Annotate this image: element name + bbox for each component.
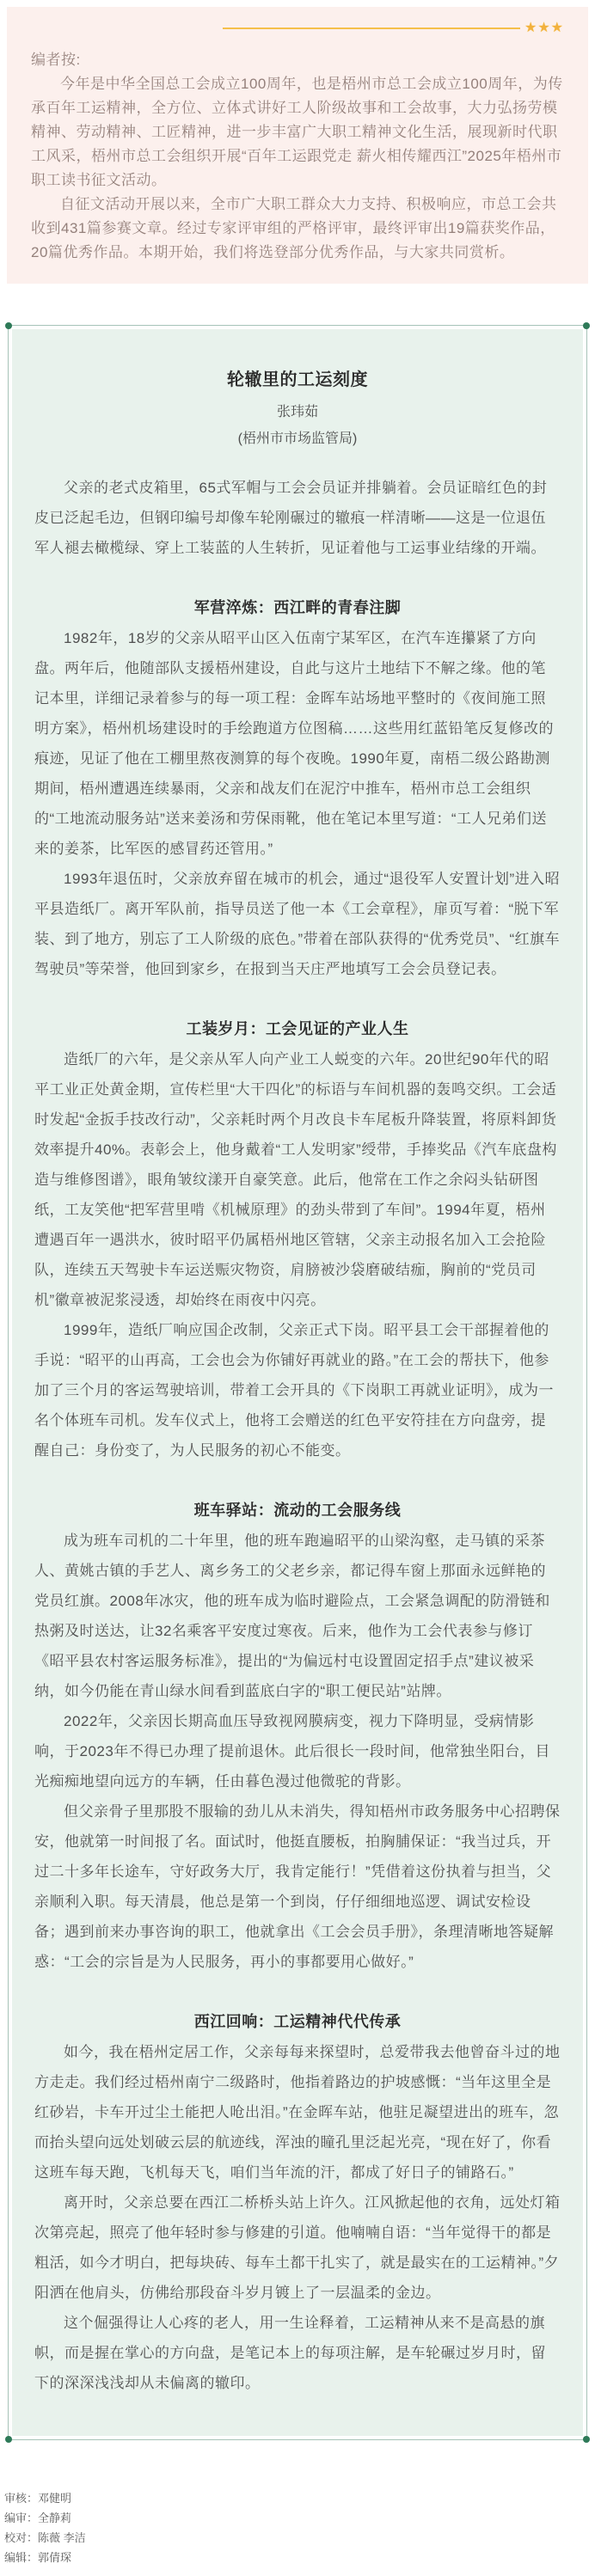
section-heading-3: 班车驿站：流动的工会服务线 bbox=[193, 1502, 402, 1519]
article-paragraph: 1993年退伍时，父亲放弃留在城市的机会，通过“退役军人安置计划”进入昭平县造纸厂。离开军队前，指导员送了他一本《工会章程》，扉页写着：“脱下军装、到了地方，别忘了工人阶级的底色。”带着在部队获得的“优秀党员”、“红旗车驾驶员”等荣誉，他回到家乡，在报到当天庄严地填写工会会员登记表。 bbox=[34, 871, 561, 977]
article-panel bbox=[12, 329, 583, 2436]
article-paragraph: 2022年，父亲因长期高血压导致视网膜病变，视力下降明显，受病情影响，于2023年不得已办理了提前退休。此后很长一段时间，他常独坐阳台，目光痴痴地望向远方的车辆，任由暮色漫过他微驼的背影。 bbox=[34, 1713, 550, 1790]
accent-line bbox=[223, 28, 520, 29]
section-heading-4: 西江回响：工运精神代代传承 bbox=[193, 2013, 402, 2030]
credit-line-proofreaders: 校对：陈薇 李洁 bbox=[4, 2531, 86, 2544]
credit-line-editor: 编辑：郭倩琛 bbox=[4, 2551, 72, 2564]
article-frame bbox=[8, 325, 587, 2440]
article-paragraph: 成为班车司机的二十年里，他的班车跑遍昭平的山梁沟壑，走马镇的采茶人、黄姚古镇的手艺人、离乡务工的父老乡亲，都记得车窗上那面永远鲜艳的党员红旗。2008年冰灾，他的班车成为临时避险点，工会紧急调配的防滑链和热粥及时送达，让32名乘客平安度过寒夜。后来，他作为工会代表参与修订《昭平县农村客运服务标准》，提出的“为偏远村屯设置固定招手点”建议被采纳，如今仍能在青山绿水间看到蓝底白字的“职工便民站”站牌。 bbox=[34, 1533, 550, 1699]
credits bbox=[4, 2488, 595, 2567]
article-author: 张玮茹 bbox=[276, 405, 318, 419]
article-paragraph: 1999年，造纸厂响应国企改制，父亲正式下岗。昭平县工会干部握着他的手说：“昭平的山再高，工会也会为你铺好再就业的路。”在工会的帮扶下，他参加了三个月的客运驾驶培训，带着工会开具的《下岗职工再就业证明》，成为一名个体班车司机。发车仪式上，他将工会赠送的红色平安符挂在方向盘旁，提醒自己：身份变了，为人民服务的初心不能变。 bbox=[34, 1322, 554, 1459]
stars-icon: ★★★ bbox=[524, 21, 564, 35]
editor-note-box bbox=[7, 7, 588, 284]
editor-note-label: 编者按: bbox=[31, 52, 81, 68]
article-affiliation: (梧州市市场监管局) bbox=[237, 431, 358, 446]
corner-dot-icon bbox=[583, 322, 590, 329]
corner-dot-icon bbox=[5, 2436, 12, 2443]
editor-note-paragraph: 今年是中华全国总工会成立100周年，也是梧州市总工会成立100周年，为传承百年工运精神，全方位、立体式讲好工人阶级故事和工会故事，大力弘扬劳模精神、劳动精神、工匠精神，进一步丰富广大职工精神文化生活，展现新时代职工风采，梧州市总工会组织开展“百年工运跟党走 薪火相传耀西江”2025年梧州市职工读书征文活动。 bbox=[31, 76, 563, 188]
corner-dot-icon bbox=[5, 322, 12, 329]
section-heading-1: 军营淬炼：西江畔的青春注脚 bbox=[193, 599, 402, 616]
editor-note-text bbox=[31, 48, 564, 265]
article-title: 轮辙里的工运刻度 bbox=[227, 370, 368, 389]
article-paragraph: 但父亲骨子里那股不服输的劲儿从未消失，得知梧州市政务服务中心招聘保安，他就第一时间报了名。面试时，他挺直腰板，拍胸脯保证：“我当过兵，开过二十多年长途车，守好政务大厅，我肯定能行！”凭借着这份执着与担当，父亲顺利入职。每天清晨，他总是第一个到岗，仔仔细细地巡逻、调试安检设备；遇到前来办事咨询的职工，他就拿出《工会会员手册》，条理清晰地答疑解惑：“工会的宗旨是为人民服务，再小的事都要用心做好。” bbox=[34, 1803, 561, 1970]
editor-note-paragraph: 自征文活动开展以来，全市广大职工群众大力支持、积极响应，市总工会共收到431篇参赛文章。经过专家评审组的严格评审，最终评审出19篇获奖作品，20篇优秀作品。本期开始，我们将选登部分优秀作品，与大家共同赏析。 bbox=[31, 196, 557, 260]
section-heading-2: 工装岁月：工会见证的产业人生 bbox=[186, 1020, 409, 1037]
credit-line-chief-editor: 编审：全静莉 bbox=[4, 2512, 72, 2524]
article-paragraph: 1982年，18岁的父亲从昭平山区入伍南宁某军区，在汽车连攥紧了方向盘。两年后，他随部队支援梧州建设，自此与这片土地结下不解之缘。他的笔记本里，详细记录着参与的每一项工程：金晖车站场地平整时的《夜间施工照明方案》，梧州机场建设时的手绘跑道方位图稿……这些用红蓝铅笔反复修改的痕迹，见证了他在工棚里熬夜测算的每个夜晚。1990年夏，南梧二级公路勘测期间，梧州遭遇连续暴雨，父亲和战友们在泥泞中推车，梧州市总工会组织的“工地流动服务站”送来姜汤和劳保雨靴，他在笔记本里写道：“工人兄弟们送来的姜茶，比军医的感冒药还管用。” bbox=[34, 630, 554, 857]
article-paragraph: 造纸厂的六年，是父亲从军人向产业工人蜕变的六年。20世纪90年代的昭平工业正处黄金期，宣传栏里“大干四化”的标语与车间机器的轰鸣交织。工会适时发起“金扳手技改行动”，父亲耗时两个月改良卡车尾板升降装置，将原料卸货效率提升40%。表彰会上，他身戴着“工人发明家”绶带，手捧奖品《汽车底盘构造与维修图谱》，眼角皱纹漾开自豪笑意。此后，他常在工作之余闷头钻研图纸，工友笑他“把军营里啃《机械原理》的劲头带到了车间”。1994年夏，梧州遭遇百年一遇洪水，彼时昭平仍属梧州地区管辖，父亲主动报名加入工会抢险队，连续五天驾驶卡车运送赈灾物资，肩膀被沙袋磨破结痂，胸前的“党员司机”徽章被泥浆浸透，却始终在雨夜中闪亮。 bbox=[34, 1051, 557, 1308]
article-intro-paragraph: 父亲的老式皮箱里，65式军帽与工会会员证并排躺着。会员证暗红色的封皮已泛起毛边，但钢印编号却像车轮刚碾过的辙痕一样清晰——这是一位退伍军人褪去橄榄绿、穿上工装蓝的人生转折，见证着他与工运事业结缘的开端。 bbox=[34, 480, 548, 556]
corner-dot-icon bbox=[583, 2436, 590, 2443]
decor-row bbox=[31, 19, 564, 38]
page bbox=[0, 7, 595, 2567]
credit-line-reviewer: 审核：邓健明 bbox=[4, 2492, 72, 2505]
article-paragraph: 这个倔强得让人心疼的老人，用一生诠释着，工运精神从来不是高悬的旗帜，而是握在掌心的方向盘，是笔记本上的每项注解，是车轮碾过岁月时，留下的深深浅浅却从未偏离的辙印。 bbox=[34, 2315, 546, 2391]
article-paragraph: 如今，我在梧州定居工作，父亲每每来探望时，总爱带我去他曾奋斗过的地方走走。我们经过梧州南宁二级路时，他指着路边的护坡感慨：“当年这里全是红砂岩，卡车开过尘土能把人呛出泪。”在金晖车站，他驻足凝望进出的班车，忽而抬头望向远处划破云层的航迹线，浑浊的瞳孔里泛起光亮，“现在好了，你看这班车每天跑，飞机每天飞，咱们当年流的汗，都成了好日子的铺路石。” bbox=[34, 2044, 561, 2181]
article-paragraph: 离开时，父亲总要在西江二桥桥头站上许久。江风掀起他的衣角，远处灯箱次第亮起，照亮了他年轻时参与修建的引道。他喃喃自语：“当年觉得干的都是粗活，如今才明白，把每块砖、每车土都干扎实了，就是最实在的工运精神。”夕阳洒在他肩头，仿佛给那段奋斗岁月镀上了一层温柔的金边。 bbox=[34, 2194, 561, 2301]
